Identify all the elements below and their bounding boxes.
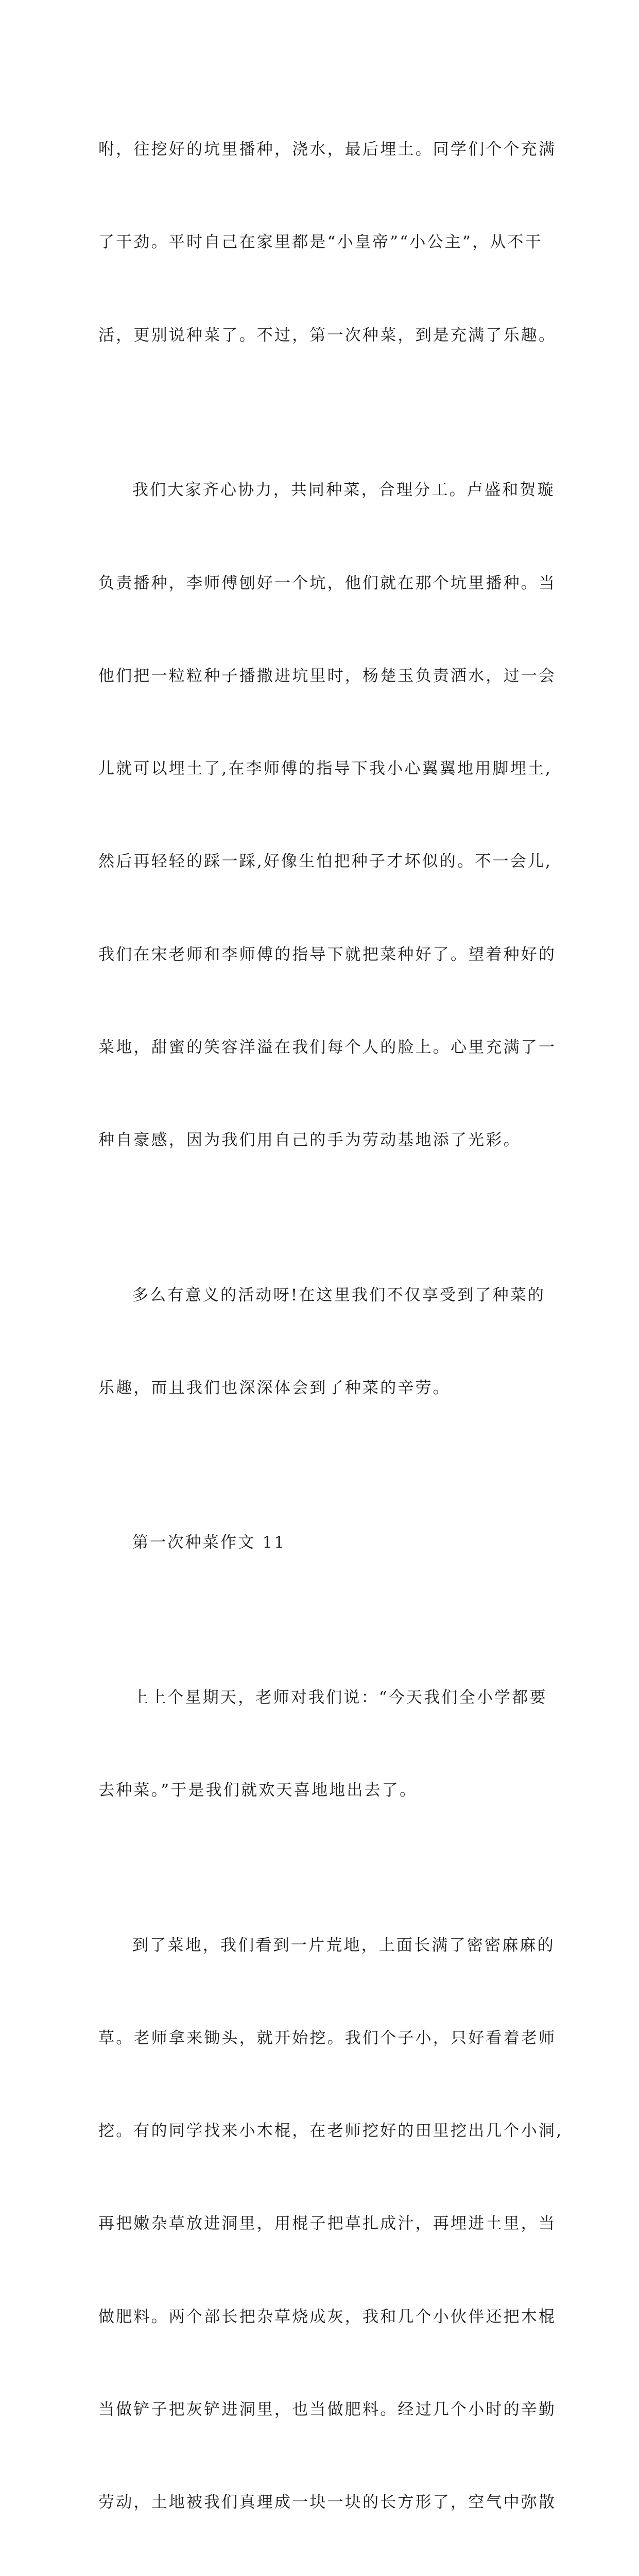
text-line: 了干劲。平时自己在家里都是“小皇帝”“小公主”，从不干 <box>98 233 543 252</box>
text-line: 活，更别说种菜了。不过，第一次种菜，到是充满了乐趣。 <box>98 326 557 345</box>
section-title: 第一次种菜作文 11 <box>132 1533 286 1552</box>
text-line: 儿就可以埋土了,在李师傅的指导下我小心翼翼地用脚埋土, <box>98 759 552 778</box>
section-heading <box>98 1465 541 1620</box>
paragraph-4 <box>98 1620 547 1868</box>
text-line: 菜地，甜蜜的笑容洋溢在我们每个人的脸上。心里充满了一 <box>98 1038 557 1057</box>
paragraph-2 <box>98 413 557 1217</box>
text-line: 挖。有的同学找来小木棍，在老师挖好的田里挖出几个小洞, <box>98 2122 563 2141</box>
text-line: 咐，往挖好的坑里播种，浇水，最后埋土。同学们个个充满 <box>98 140 557 159</box>
text-line: 做肥料。两个部长把杂草烧成灰，我和几个小伙伴还把木棍 <box>98 2307 557 2326</box>
text-line: 上上个星期天，老师对我们说：“今天我们全小学都要 <box>132 1688 547 1707</box>
text-line: 草。老师拿来锄头，就开始挖。我们个子小，只好看着老师 <box>98 2028 557 2047</box>
text-line: 当做铲子把灰铲进洞里，也当做肥料。经过几个小时的辛勤 <box>98 2400 557 2419</box>
text-line: 去种菜。”于是我们就欢天喜地地出去了。 <box>98 1781 418 1800</box>
text-line: 然后再轻轻的踩一踩,好像生怕把种子才坏似的。不一会儿, <box>98 852 552 871</box>
text-line: 乐趣，而且我们也深深体会到了种菜的辛劳。 <box>98 1378 451 1397</box>
text-line: 到了菜地，我们看到一片荒地，上面长满了密密麻麻的 <box>132 1936 555 1955</box>
text-line: 我们在宋老师和李师傅的指导下就把菜种好了。望着种好的 <box>98 945 557 964</box>
paragraph-5 <box>98 1868 563 2576</box>
text-line: 他们把一粒粒种子播撒进坑里时，杨楚玉负责洒水，过一会 <box>98 666 557 685</box>
paragraph-3 <box>98 1217 546 1465</box>
document-body <box>98 72 563 2576</box>
text-line: 我们大家齐心协力，共同种菜，合理分工。卢盛和贺璇 <box>132 481 555 500</box>
text-line: 劳动，土地被我们真理成一块一块的长方形了，空气中弥散 <box>98 2493 557 2512</box>
text-line: 负责播种，李师傅刨好一个坑，他们就在那个坑里播种。当 <box>98 573 557 592</box>
text-line: 再把嫩杂草放进洞里，用棍子把草扎成汁，再埋进土里，当 <box>98 2214 557 2233</box>
text-line: 多么有意义的活动呀!在这里我们不仅享受到了种菜的 <box>132 1285 546 1304</box>
paragraph-1 <box>98 72 557 413</box>
text-line: 种自豪感，因为我们用自己的手为劳动基地添了光彩。 <box>98 1131 521 1150</box>
